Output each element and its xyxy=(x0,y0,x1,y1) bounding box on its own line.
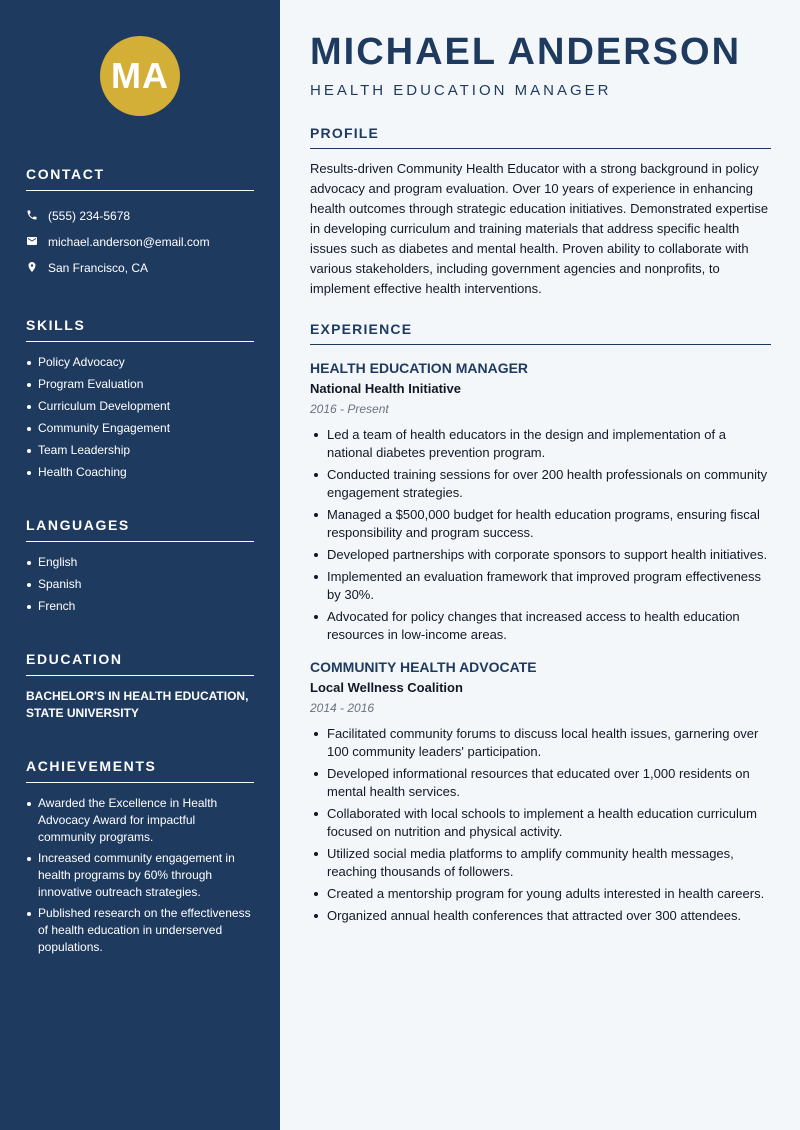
email-icon xyxy=(26,235,40,249)
job-bullet: Managed a $500,000 budget for health education programs, ensuring fiscal responsibility and program success. xyxy=(310,506,771,542)
job-entry xyxy=(310,658,771,925)
skill-item: Team Leadership xyxy=(26,442,254,459)
job-bullet: Advocated for policy changes that increased access to health education resources in low-income areas. xyxy=(310,608,771,644)
skills-section xyxy=(26,317,254,481)
phone-text: (555) 234-5678 xyxy=(48,209,131,223)
job-dates: 2016 - Present xyxy=(310,402,389,416)
job-bullets xyxy=(310,725,771,925)
skill-item: Community Engagement xyxy=(26,420,254,437)
email-text: michael.anderson@email.com xyxy=(48,235,210,249)
contact-heading: CONTACT xyxy=(26,166,254,191)
job-bullet: Collaborated with local schools to implement a health education curriculum focused on nutrition and physical activity. xyxy=(310,805,771,841)
achievements-section xyxy=(26,758,254,956)
language-item: English xyxy=(26,554,254,571)
location-pin-icon xyxy=(26,261,40,275)
sidebar xyxy=(0,0,280,1130)
achievement-item: Awarded the Excellence in Health Advocacy Award for impactful community programs. xyxy=(26,795,254,846)
skill-item: Policy Advocacy xyxy=(26,354,254,371)
job-bullet: Conducted training sessions for over 200 health professionals on community engagement strategies. xyxy=(310,466,771,502)
job-dates: 2014 - 2016 xyxy=(310,701,375,715)
candidate-name: MICHAEL ANDERSON xyxy=(310,31,742,73)
skills-heading: SKILLS xyxy=(26,317,254,342)
contact-section xyxy=(26,166,254,281)
experience-section xyxy=(310,321,771,925)
job-organization: Local Wellness Coalition xyxy=(310,680,463,695)
education-section xyxy=(26,651,254,722)
job-bullets xyxy=(310,426,771,644)
location-text: San Francisco, CA xyxy=(48,261,149,275)
job-title: HEALTH EDUCATION MANAGER xyxy=(310,360,529,376)
achievement-item: Published research on the effectiveness of health education in underserved populations. xyxy=(26,905,254,956)
skill-item: Curriculum Development xyxy=(26,398,254,415)
language-item: Spanish xyxy=(26,576,254,593)
avatar-initials: MA xyxy=(111,55,169,96)
contact-location xyxy=(26,255,254,281)
achievements-heading: ACHIEVEMENTS xyxy=(26,758,254,783)
job-bullet: Led a team of health educators in the design and implementation of a national diabetes prevention program. xyxy=(310,426,771,462)
language-item: French xyxy=(26,598,254,615)
contact-phone xyxy=(26,203,254,229)
languages-heading: LANGUAGES xyxy=(26,517,254,542)
job-bullet: Facilitated community forums to discuss local health issues, garnering over 100 community leaders' participation. xyxy=(310,725,771,761)
skills-list xyxy=(26,354,254,481)
phone-icon xyxy=(26,209,40,223)
job-bullet: Developed informational resources that educated over 1,000 residents on mental health services. xyxy=(310,765,771,801)
job-bullet: Developed partnerships with corporate sponsors to support health initiatives. xyxy=(310,546,771,564)
job-bullet: Implemented an evaluation framework that improved program effectiveness by 30%. xyxy=(310,568,771,604)
job-bullet: Organized annual health conferences that attracted over 300 attendees. xyxy=(310,907,771,925)
main-content xyxy=(280,0,800,1130)
job-bullet: Utilized social media platforms to amplify community health messages, reaching thousands of followers. xyxy=(310,845,771,881)
job-organization: National Health Initiative xyxy=(310,381,461,396)
skill-item: Program Evaluation xyxy=(26,376,254,393)
education-heading: EDUCATION xyxy=(26,651,254,676)
profile-text: Results-driven Community Health Educator with a strong background in policy advocacy and program evaluation. Over 10 years of experience in enhancing health outcomes through strategic education initiatives. Demonstrated expertise in developing curriculum and training materials that address specific health issues such as diabetes and mental health. Proven ability to collaborate with various stakeholders, including government agencies and nonprofits, to implement effective health interventions. xyxy=(310,161,769,296)
job-entry xyxy=(310,359,771,644)
achievements-list xyxy=(26,795,254,956)
skill-item: Health Coaching xyxy=(26,464,254,481)
profile-section xyxy=(310,125,771,299)
job-title: COMMUNITY HEALTH ADVOCATE xyxy=(310,659,537,675)
education-degree: BACHELOR'S IN HEALTH EDUCATION, STATE UNIVERSITY xyxy=(26,689,249,720)
achievement-item: Increased community engagement in health programs by 60% through innovative outreach strategies. xyxy=(26,850,254,901)
contact-email xyxy=(26,229,254,255)
languages-list xyxy=(26,554,254,615)
candidate-title: HEALTH EDUCATION MANAGER xyxy=(310,82,612,99)
languages-section xyxy=(26,517,254,615)
profile-heading: PROFILE xyxy=(310,125,771,149)
experience-heading: EXPERIENCE xyxy=(310,321,771,345)
avatar xyxy=(100,36,180,116)
job-bullet: Created a mentorship program for young adults interested in health careers. xyxy=(310,885,771,903)
